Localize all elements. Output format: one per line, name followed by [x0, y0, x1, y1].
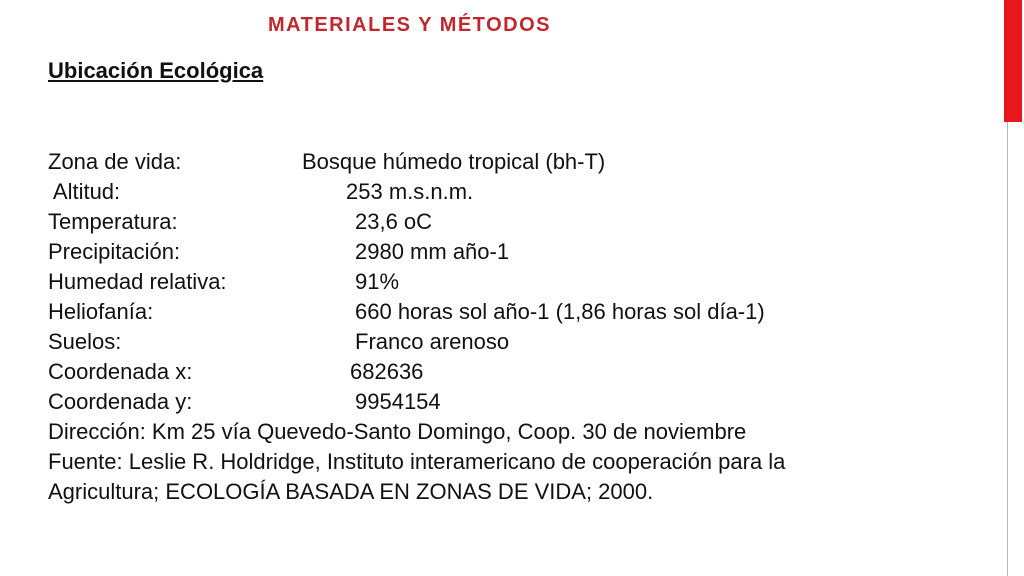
field-coordenada-x	[48, 357, 998, 387]
field-value: 9954154	[355, 389, 441, 414]
field-label: Altitud:	[48, 179, 121, 204]
field-label: Coordenada x:	[48, 359, 193, 384]
field-value: 23,6 oC	[355, 209, 433, 234]
field-label: Temperatura:	[48, 209, 178, 234]
field-temperatura	[48, 207, 998, 237]
field-label: Suelos:	[48, 329, 122, 354]
section-subtitle: Ubicación Ecológica	[48, 58, 264, 83]
fuente-line-2	[48, 477, 998, 507]
fuente-text-1: Fuente: Leslie R. Holdridge, Instituto interamericano de cooperación para la	[48, 449, 786, 474]
field-value: 660 horas sol año-1 (1,86 horas sol día-1)	[355, 299, 765, 324]
accent-decoration	[1004, 0, 1024, 576]
field-value: 91%	[355, 269, 400, 294]
accent-bar	[1004, 0, 1022, 122]
field-precipitacion	[48, 237, 998, 267]
field-value: Franco arenoso	[355, 329, 510, 354]
fuente-line-1	[48, 447, 998, 477]
field-value: Bosque húmedo tropical (bh-T)	[302, 149, 606, 174]
ecological-data-list	[48, 147, 998, 507]
field-heliofania	[48, 297, 998, 327]
fuente-text-2: Agricultura; ECOLOGÍA BASADA EN ZONAS DE VIDA; 2000.	[48, 479, 654, 504]
field-label: Coordenada y:	[48, 389, 193, 414]
field-suelos	[48, 327, 998, 357]
field-label: Zona de vida:	[48, 149, 182, 174]
slide-title: MATERIALES Y MÉTODOS	[268, 14, 551, 36]
field-zona-de-vida	[48, 147, 998, 177]
direccion-line	[48, 417, 998, 447]
field-altitud	[48, 177, 998, 207]
field-value: 682636	[350, 359, 424, 384]
field-humedad-relativa	[48, 267, 998, 297]
field-coordenada-y	[48, 387, 998, 417]
accent-divider-line	[1007, 122, 1008, 576]
direccion-text: Dirección: Km 25 vía Quevedo-Santo Domingo, Coop. 30 de noviembre	[48, 419, 747, 444]
field-value: 2980 mm año-1	[355, 239, 510, 264]
field-label: Precipitación:	[48, 239, 181, 264]
field-label: Heliofanía:	[48, 299, 154, 324]
field-label: Humedad relativa:	[48, 269, 227, 294]
field-value: 253 m.s.n.m.	[346, 179, 474, 204]
